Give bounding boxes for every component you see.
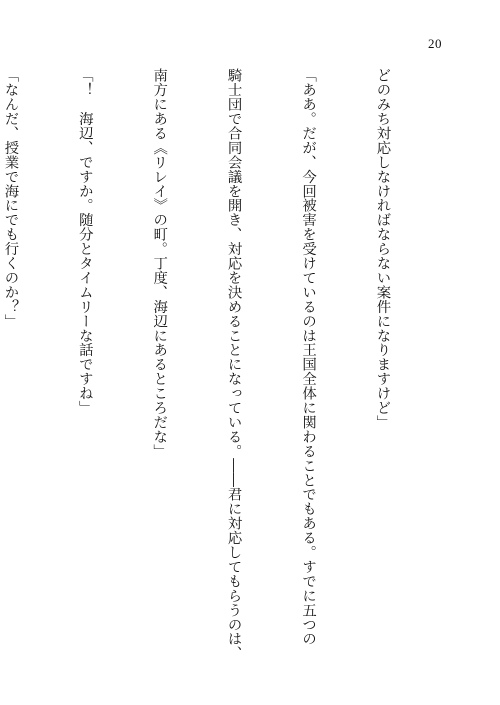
text-line: 「ああ。だが、今回被害を受けているのは王国全体に関わることでもある。すでに五つの	[300, 68, 317, 646]
page-number: 20	[428, 36, 442, 51]
text-line: 騎士団で合同会議を開き、対応を決めることになっている。――君に対応してもらうのは、	[225, 68, 242, 661]
vertical-text-body	[2, 68, 444, 668]
text-line: どのみち対応しなければならない案件になりますけど」	[374, 68, 391, 430]
text-line: 南方にある《リレイ》の町。丁度、海辺にあるところだな」	[151, 68, 168, 459]
text-line: 「！ 海辺、ですか。随分とタイムリーな話ですね」	[76, 68, 93, 415]
text-line: 「なんだ、授業で海にでも行くのか？」	[2, 68, 19, 329]
